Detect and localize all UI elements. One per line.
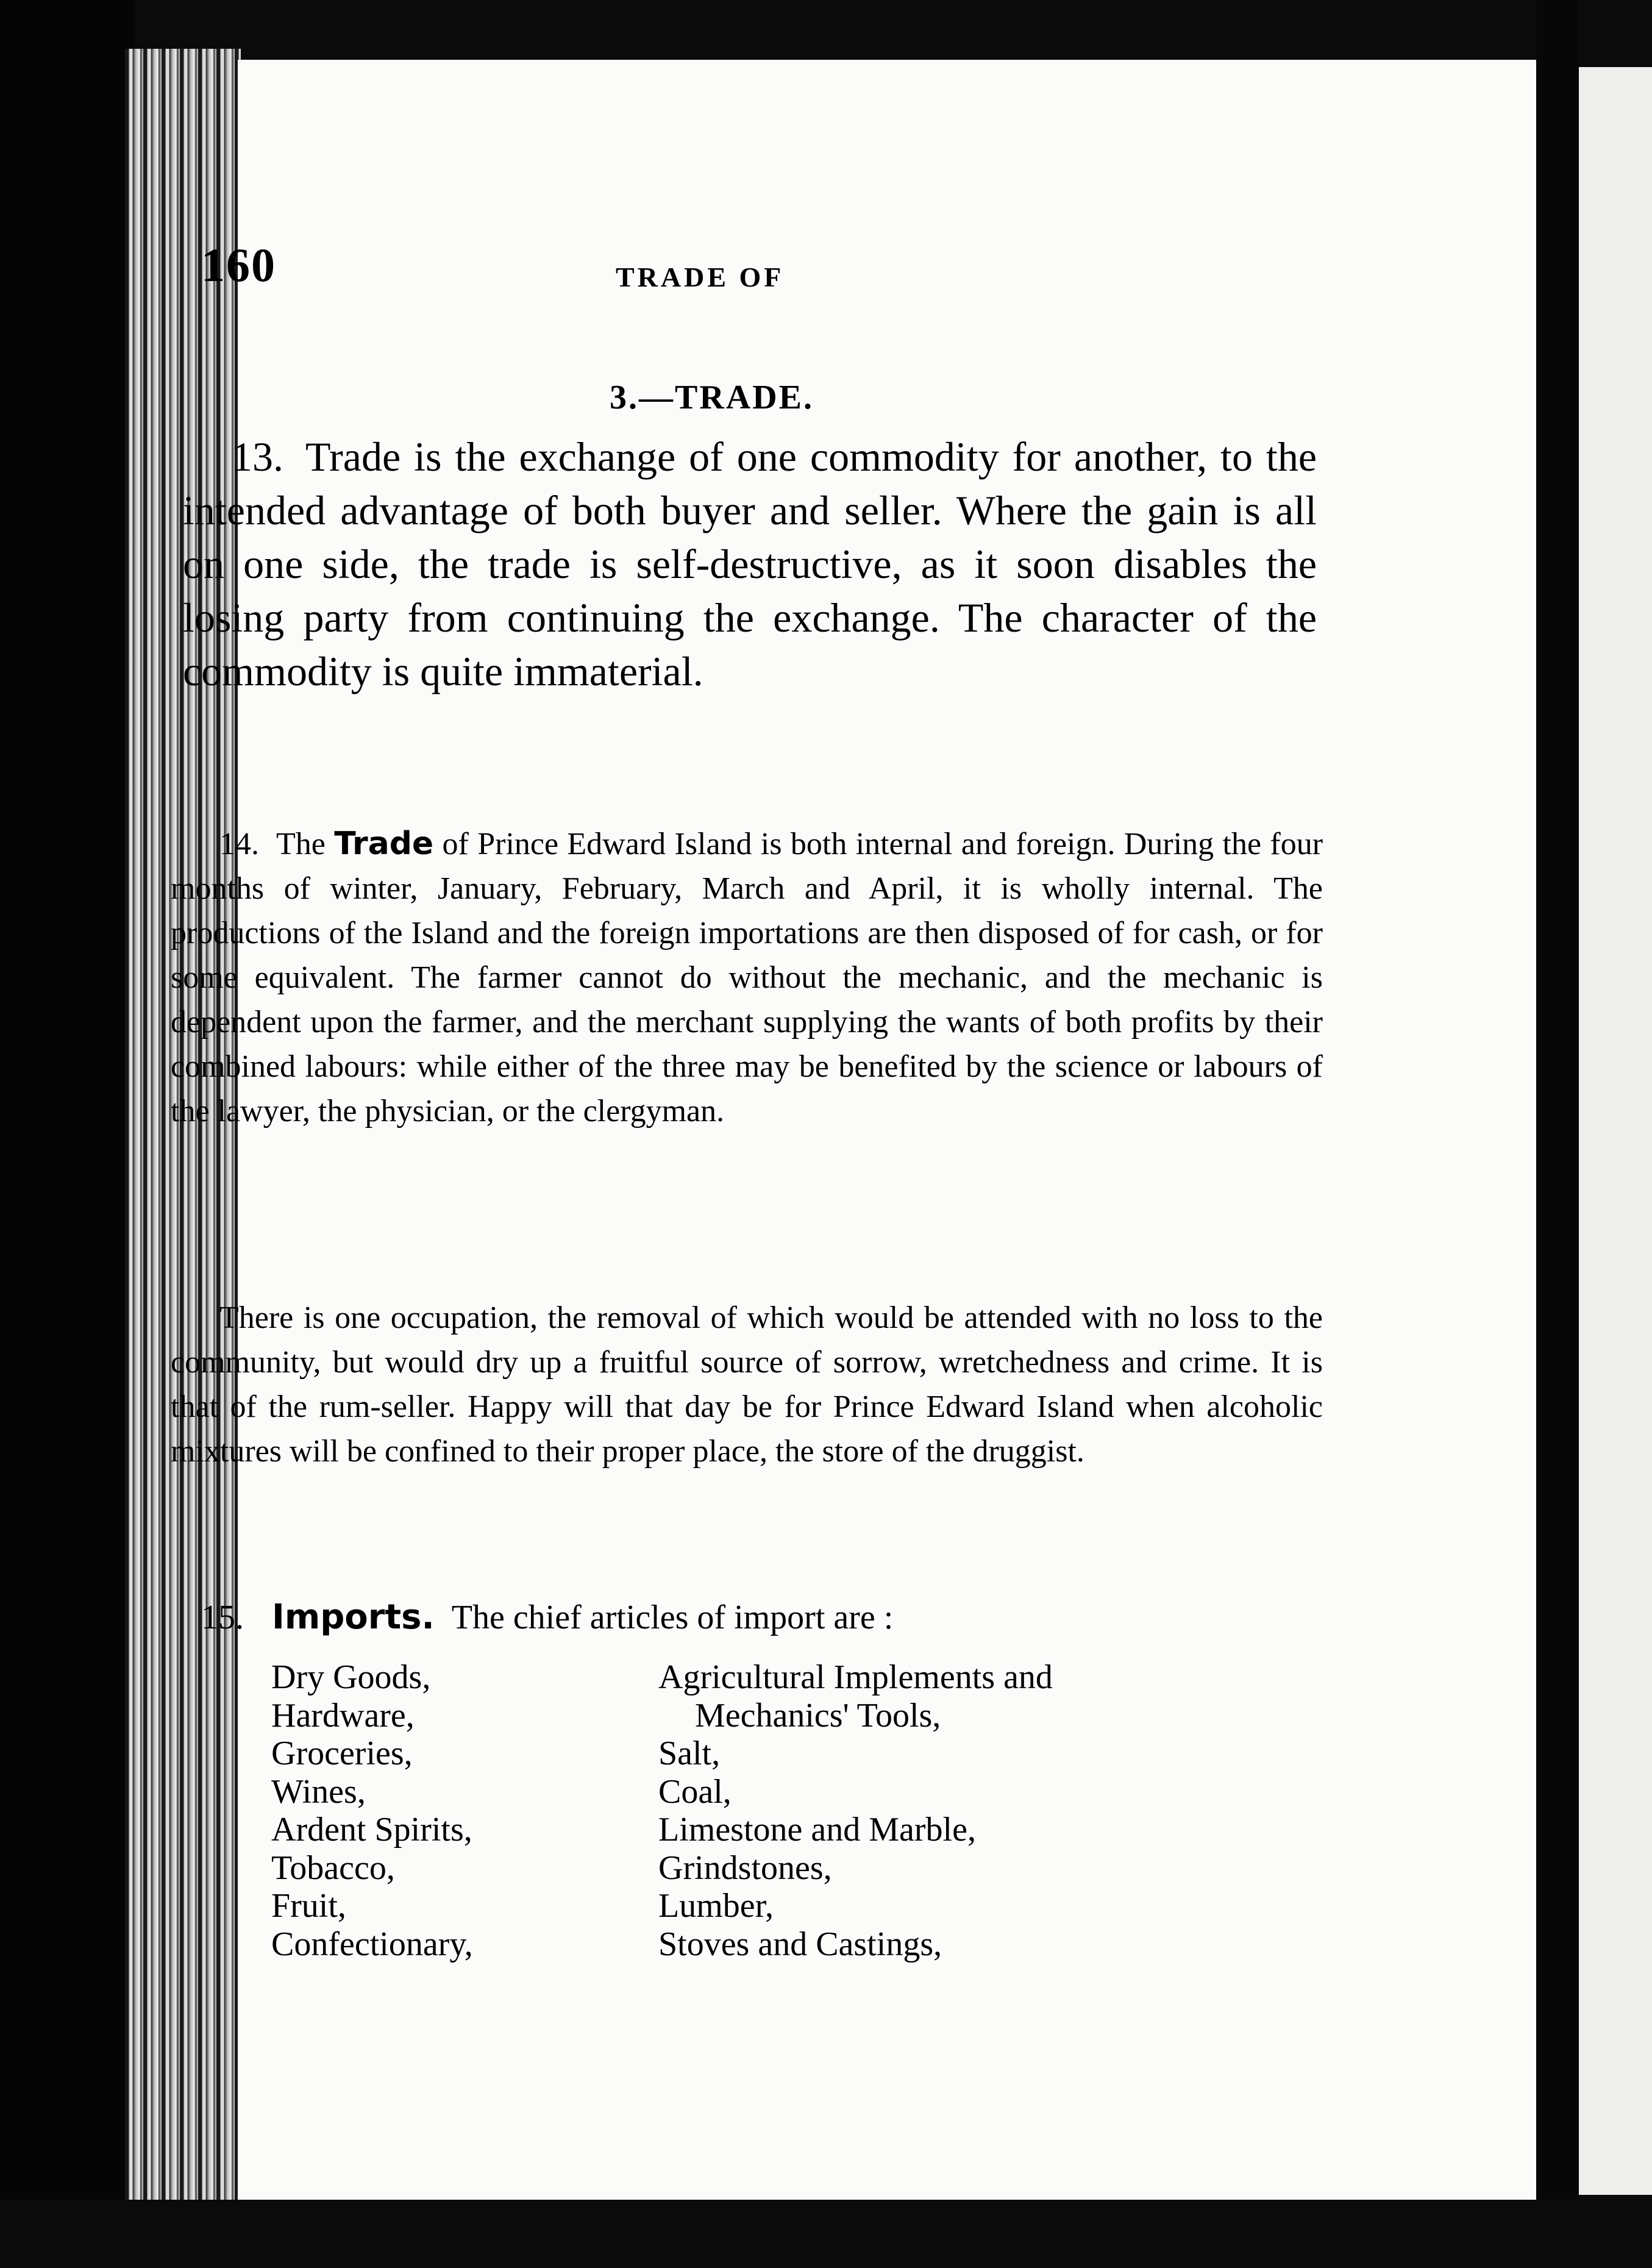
list-item: Limestone and Marble, xyxy=(658,1811,976,1849)
list-item: Salt, xyxy=(658,1735,721,1772)
list-item: Grindstones, xyxy=(658,1849,832,1887)
scan-border-left xyxy=(0,0,134,2268)
list-item: Wines, xyxy=(271,1772,366,1811)
imports-heading-line xyxy=(201,1597,1298,1637)
paragraph-number: 15. xyxy=(201,1599,244,1636)
scan-border-bottom xyxy=(0,2200,1652,2268)
list-item: Dry Goods, xyxy=(271,1658,431,1696)
running-head: TRADE OF xyxy=(616,262,785,293)
list-item: Groceries, xyxy=(271,1735,413,1772)
list-item: Fruit, xyxy=(271,1887,346,1925)
list-item: Stoves and Castings, xyxy=(658,1925,942,1963)
list-item: Mechanics' Tools, xyxy=(695,1696,941,1735)
page-number: 160 xyxy=(201,238,276,291)
imports-heading: Imports. xyxy=(272,1597,435,1637)
list-item: Confectionary, xyxy=(271,1925,473,1963)
imports-list-right xyxy=(658,1658,1329,1963)
list-item: Ardent Spirits, xyxy=(271,1811,472,1849)
paragraph-text: of Prince Edward Island is both internal and foreign. During the four months of winter, January, February, March and April, it is wholly internal. The productions of the Island and the foreign importations are then disposed of for cash, or for some equivalent. The farmer cannot do without the mechanic, and the mechanic is dependent upon the farmer, and the merchant supplying the wants of both profits by their combined labours: while either of the three may be benefited by the science or labours of the lawyer, the physician, or the clergyman. xyxy=(171,827,1323,1129)
facing-page-edge xyxy=(1579,67,1652,2195)
paragraph-rum-seller xyxy=(171,1296,1323,1474)
paragraph-number: 14. xyxy=(219,827,259,861)
list-item: Coal, xyxy=(658,1772,732,1811)
paragraph-13 xyxy=(183,430,1317,698)
paragraph-text: Trade is the exchange of one commodity for another, to the intended advantage of both buyer and seller. Where the gain is all on one side, the trade is self-destructive, as it soon disables the losing party from continuing the exchange. The character of the commodity is quite immaterial. xyxy=(183,433,1317,694)
list-item: Agricultural Implements and xyxy=(658,1658,1053,1696)
list-item: Tobacco, xyxy=(271,1849,395,1887)
imports-intro: The chief articles of import are : xyxy=(451,1599,894,1636)
list-item: Lumber, xyxy=(658,1887,774,1925)
list-item: Hardware, xyxy=(271,1696,415,1735)
paragraph-bold-term: Trade xyxy=(334,826,434,862)
paragraph-text: There is one occupation, the removal of which would be attended with no loss to the community, but would dry up a fruitful source of sorrow, wretchedness and crime. It is that of the rum-seller. Happy will that day be for Prince Edward Island when alcoholic mixtures will be confined to their proper place, the store of the druggist. xyxy=(171,1300,1323,1469)
paragraph-number: 13. xyxy=(232,433,283,480)
paragraph-14 xyxy=(171,822,1323,1133)
section-heading: 3.—TRADE. xyxy=(610,379,814,416)
scan-gutter-right xyxy=(1536,0,1579,2268)
paragraph-lead: The xyxy=(276,827,326,861)
